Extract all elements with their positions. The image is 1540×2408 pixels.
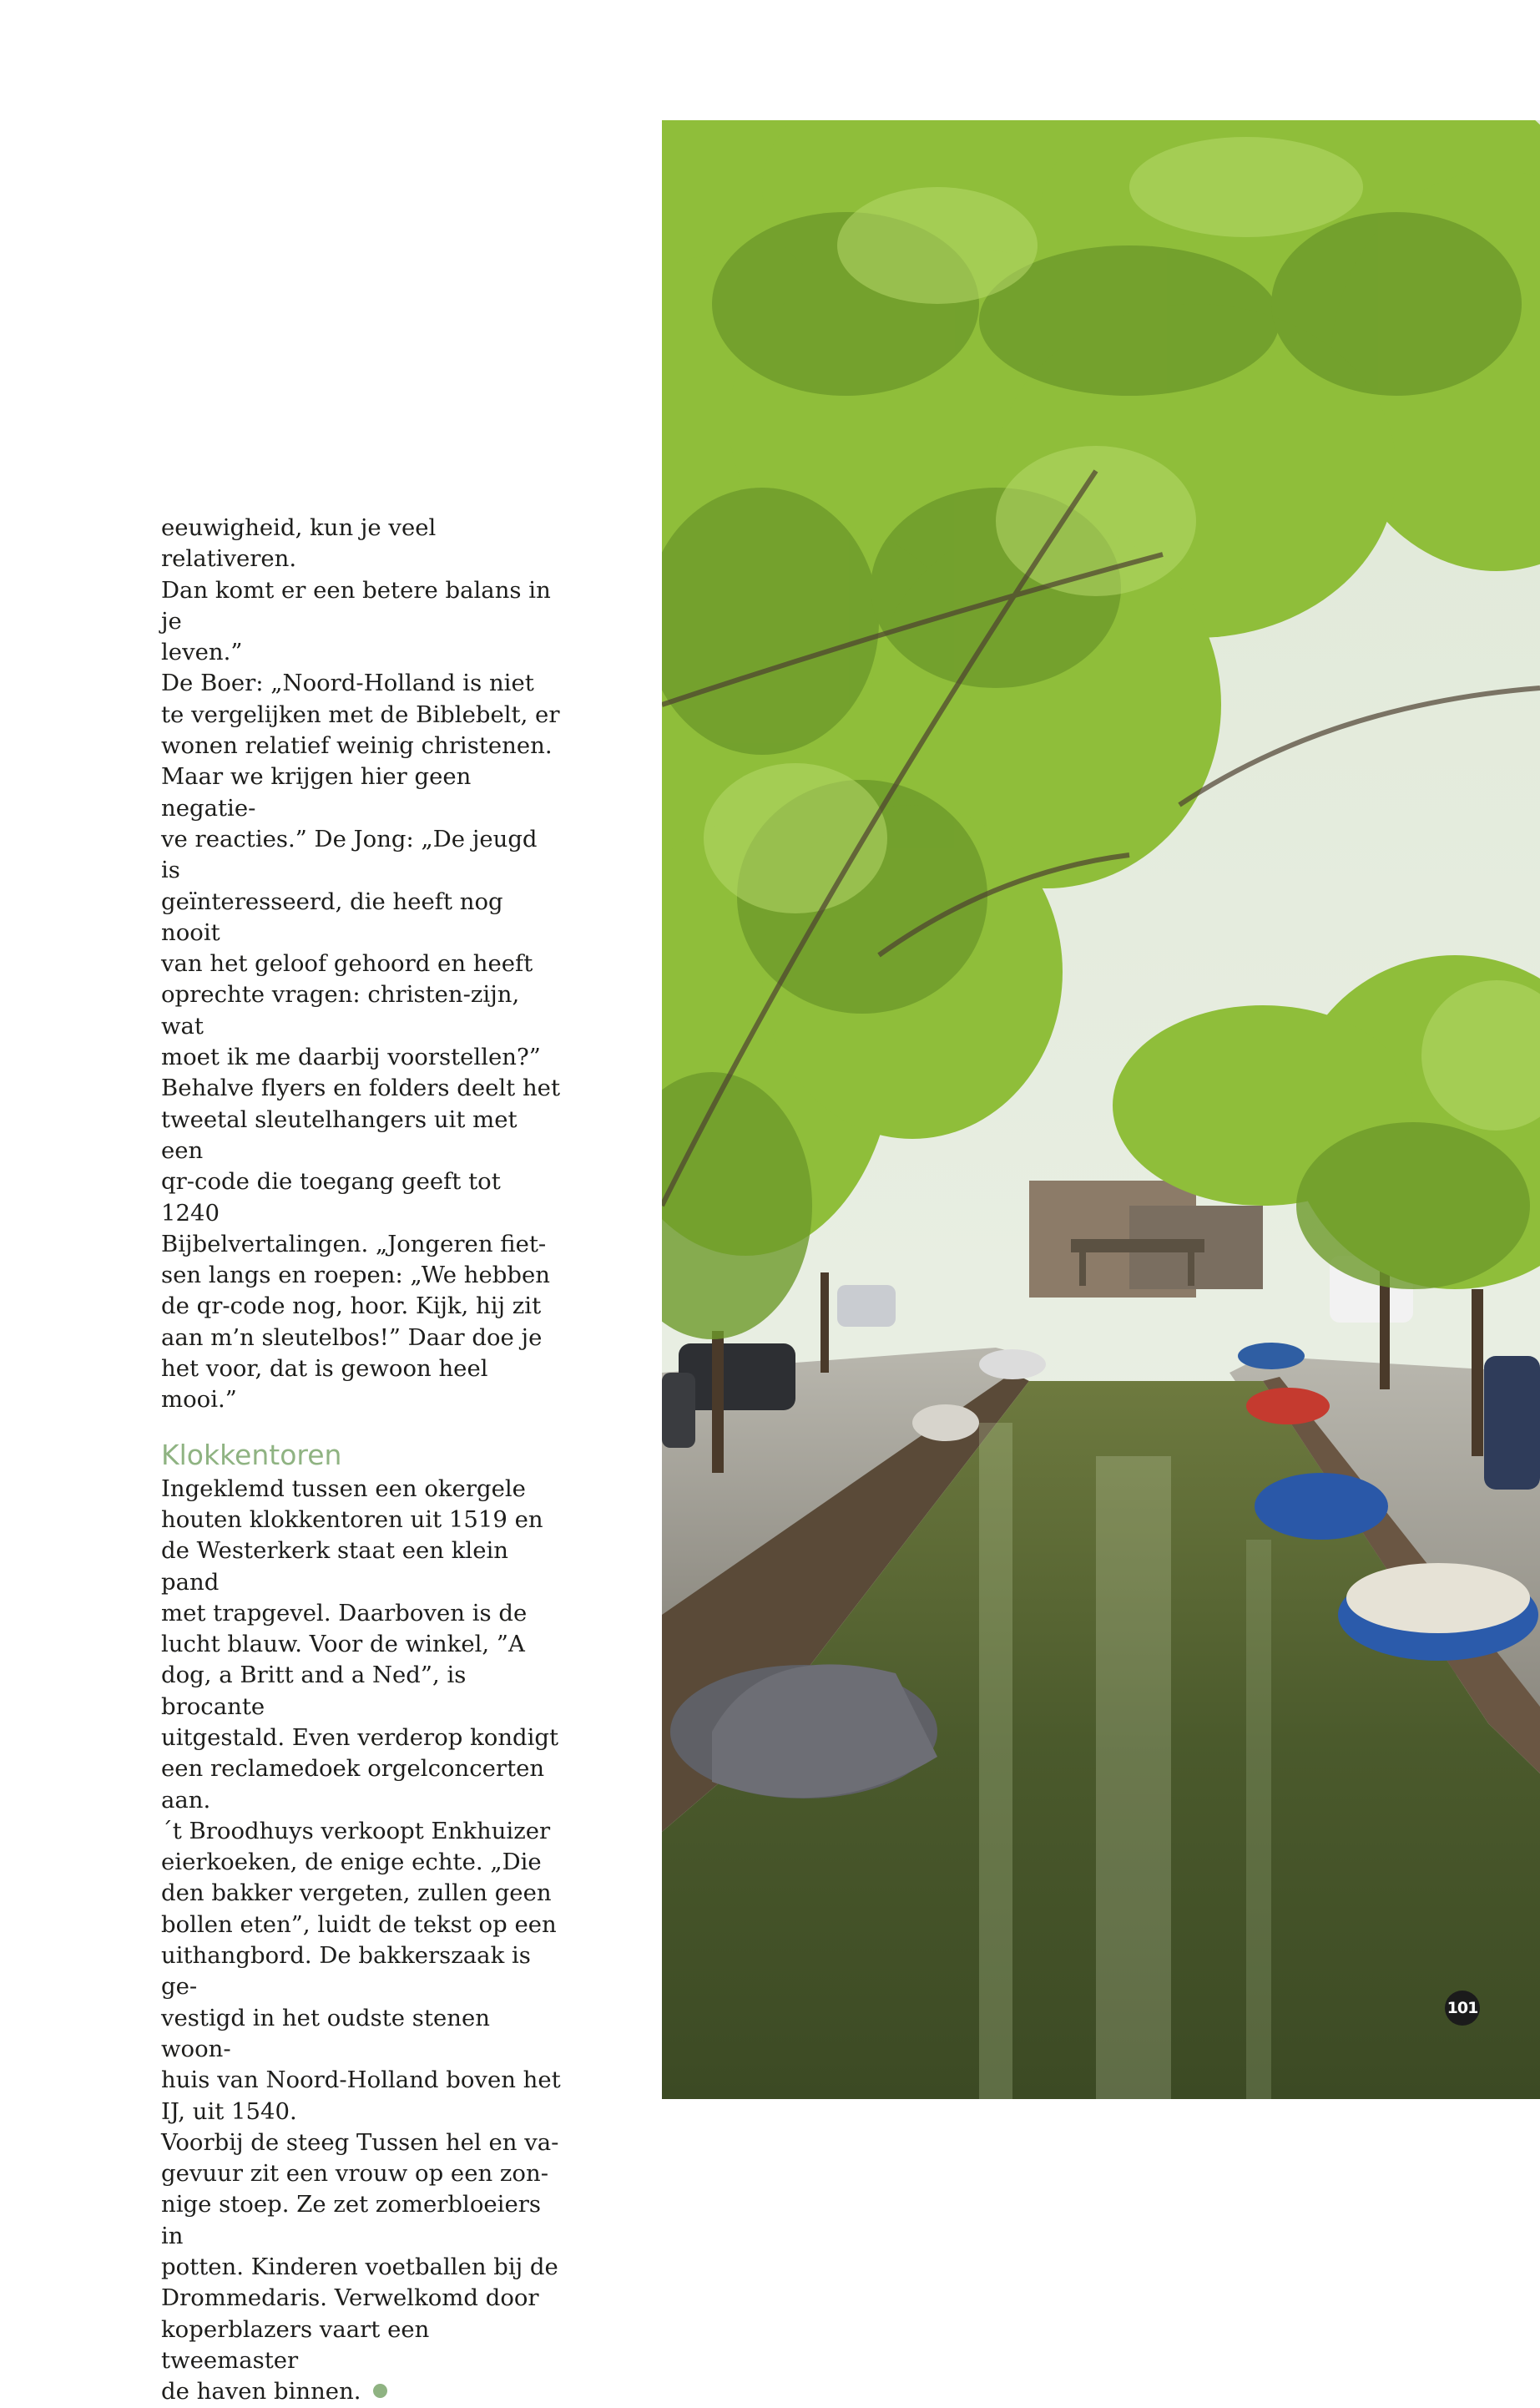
paragraph: ´t Broodhuys verkoopt Enkhuizer eierkoeken, de enige echte. „Die den bakker vergeten, zullen geen bollen eten”, luidt de tekst op een uithangbord. De bakkerszaak is ge- vestigd in het oudste stenen woon- huis van Noord-Holland boven het IJ, uit 1540.	[161, 1817, 561, 2125]
final-paragraph-text: Voorbij de steeg Tussen hel en va- gevuur zit een vrouw op een zon- nige stoep. Ze zet zomerbloeiers in potten. Kinderen voetballen bij de Drommedaris. Verwelkomd door koperblazers vaart een tweemaster de haven binnen.	[161, 2128, 559, 2405]
section-heading: Klokkentoren	[161, 1438, 342, 1471]
final-paragraph	[161, 2127, 562, 2408]
paragraph: De Boer: „Noord-Holland is niet te vergelijken met de Biblebelt, er wonen relatief weinig christenen. Maar we krijgen hier geen negatie- ve reacties.” De Jong: „De jeugd is geïnteresseerd, die heeft nog nooit van het geloof gehoord en heeft oprechte vragen: christen-zijn, wat moet ik me daarbij voorstellen?” Behalve flyers en folders deelt het tweetal sleutelhangers uit met een qr-code die toegang geeft tot 1240 Bijbelvertalingen. „Jongeren fiet- sen langs en roepen: „We hebben de qr-code nog, hoor. Kijk, hij zit aan m’n sleutelbos!” Daar doe je het voor, dat is gewoon heel mooi.”	[161, 670, 561, 1414]
canal-photo-illustration	[662, 120, 1540, 2099]
page-number: 101	[1445, 1991, 1480, 2026]
end-of-article-dot-icon	[373, 2384, 387, 2398]
paragraph: eeuwigheid, kun je veel relativeren. Dan komt er een betere balans in je leven.”	[161, 514, 551, 666]
article-text-column	[161, 513, 562, 2408]
paragraph: Ingeklemd tussen een okergele houten klokkentoren uit 1519 en de Westerkerk staat een klein pand met trapgevel. Daarboven is de lucht blauw. Voor de winkel, ”A dog, a Britt and a Ned”, is brocante uitgestald. Even verderop kondigt een reclamedoek orgelconcerten aan.	[161, 1475, 559, 1814]
canal-photo	[662, 120, 1540, 2099]
